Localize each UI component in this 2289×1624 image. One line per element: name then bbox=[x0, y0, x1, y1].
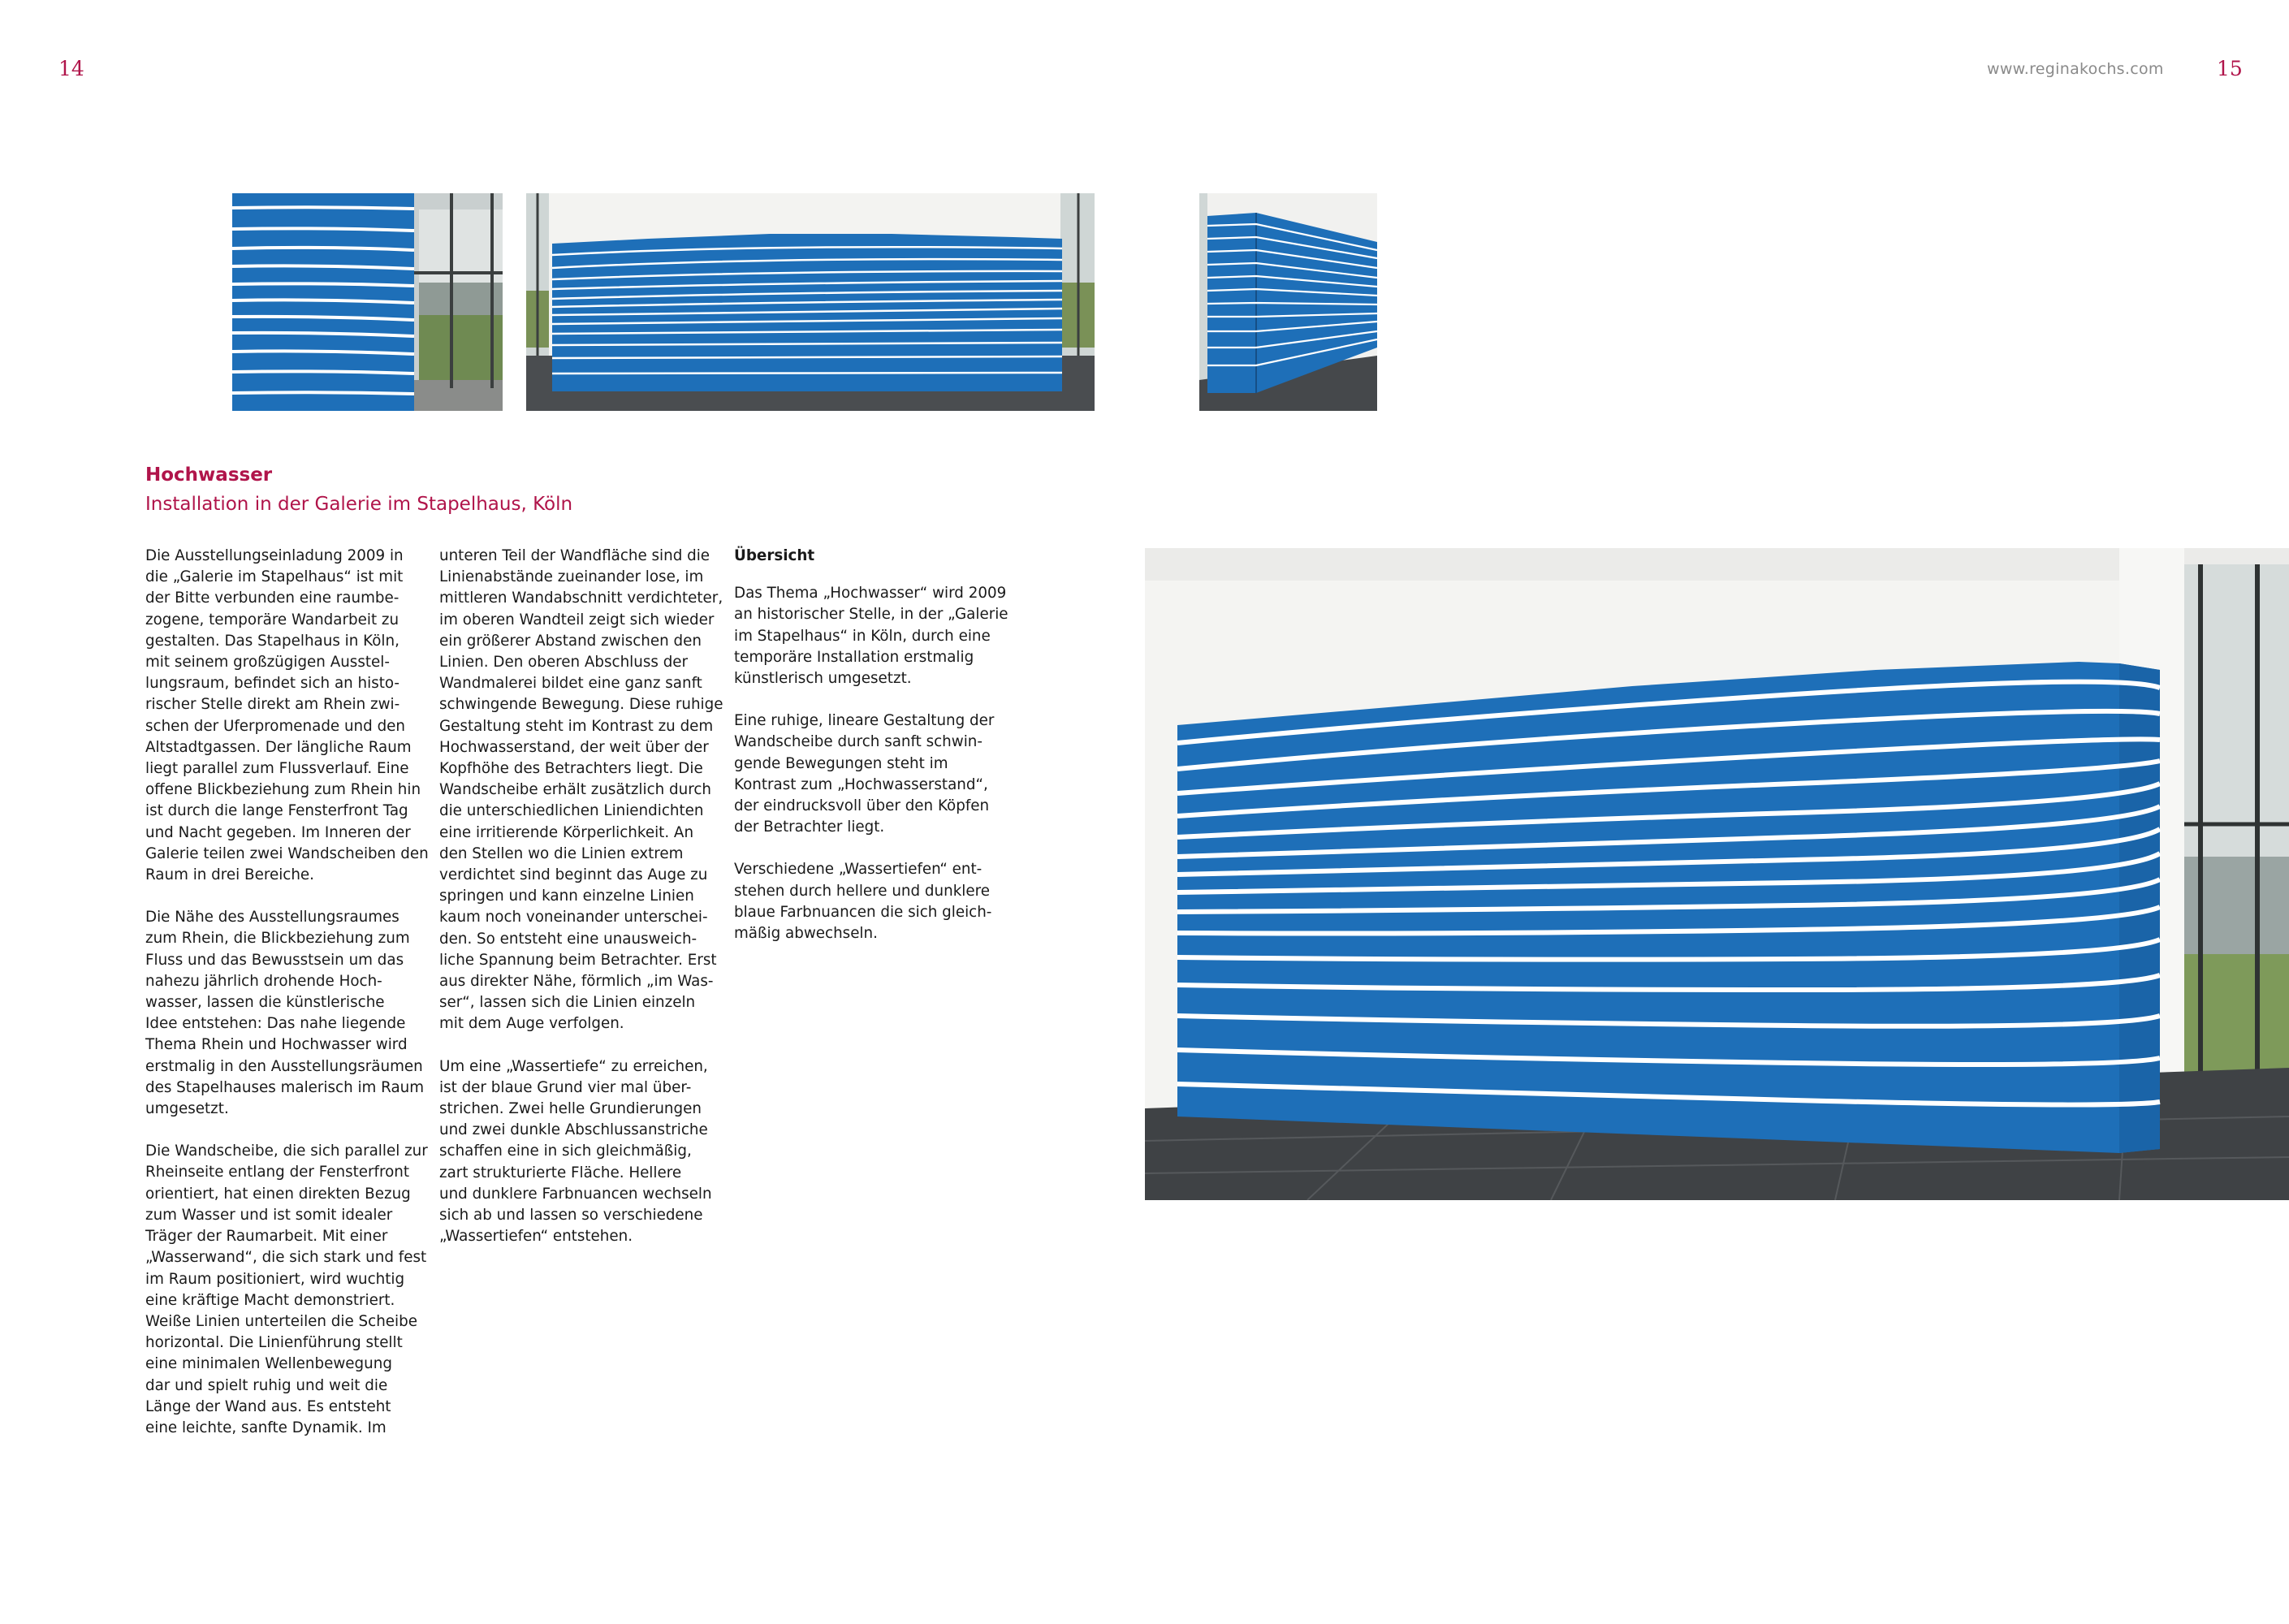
text-column-2 bbox=[439, 546, 723, 1269]
article-title: Hochwasser bbox=[145, 464, 273, 486]
photo-wall-perspective bbox=[1199, 193, 1377, 411]
paragraph: Die Nähe des Ausstellungsraumes zum Rhein, die Blickbeziehung zum Fluss und das Bewusstsein um das nahezu jährlich drohende Hoch- wasser, lassen die künstlerische Idee entstehen: Das nahe liegende Thema Rhein und Hochwasser wird erstmalig in den Ausstellungsräumen des Stapelhauses malerisch im Raum umgesetzt. bbox=[145, 909, 425, 1118]
overview-heading: Übersicht bbox=[734, 547, 815, 564]
page-number-right: 15 bbox=[2217, 57, 2243, 80]
website-url[interactable]: www.reginakochs.com bbox=[1987, 60, 2164, 78]
text-column-3 bbox=[734, 546, 1018, 965]
paragraph: Die Wandscheibe, die sich parallel zur Rheinseite entlang der Fensterfront orientiert, hat einen direkten Bezug zum Wasser und ist somit idealer Träger der Raumarbeit. Mit einer „Wasserwand“, die sich stark und fest im Raum positioniert, wird wuchtig eine kräftige Macht demonstriert. Weiße Linien unterteilen die Scheibe horizontal. Die Linienführung stellt eine minimalen Wellenbewegung dar und spielt ruhig und weit die Länge der Wand aus. Es entsteht eine leichte, sanfte Dynamik. Im bbox=[145, 1142, 428, 1436]
photo-installation-large bbox=[1145, 548, 2289, 1200]
article-subtitle: Installation in der Galerie im Stapelhaus, Köln bbox=[145, 494, 573, 515]
paragraph: unteren Teil der Wandfläche sind die Linienabstände zueinander lose, im mittleren Wandabschnitt verdichteter, im oberen Wandteil zeigt sich wieder ein größerer Abstand zwischen den Linien. Den oberen Abschluss der Wandmalerei bildet eine ganz sanft schwingende Bewegung. Diese ruhige Gestaltung steht im Kontrast zu dem Hochwasserstand, der weit über der Kopfhöhe des Betrachters liegt. Die Wandscheibe erhält zusätzlich durch die unterschiedlichen Liniendichten eine irritierende Körperlichkeit. An den Stellen wo die Linien extrem verdichtet sind beginnt das Auge zu springen und kann einzelne Linien kaum noch voneinander unterschei- den. So entsteht eine unausweich- liche Spannung beim Betrachter. Erst aus direkter Nähe, förmlich „im Was- ser“, lassen sich die Linien einzeln mit dem Auge verfolgen. bbox=[439, 547, 723, 1033]
photo-wall-closeup bbox=[232, 193, 503, 411]
text-column-1 bbox=[145, 546, 430, 1460]
paragraph: Die Ausstellungseinladung 2009 in die „Galerie im Stapelhaus“ ist mit der Bitte verbunden eine raumbe- zogene, temporäre Wandarbeit zu gestalten. Das Stapelhaus in Köln, mit seinem großzügigen Ausstel- lungsraum, befindet sich an histo- rischer Stelle direkt am Rhein zwi- schen der Uferpromenade und den Altstadtgassen. Der längliche Raum liegt parallel zum Flussverlauf. Eine offene Blickbeziehung zum Rhein hin ist durch die lange Fensterfront Tag und Nacht gegeben. Im Inneren der Galerie teilen zwei Wandscheiben den Raum in drei Bereiche. bbox=[145, 547, 429, 884]
paragraph: Um eine „Wassertiefe“ zu erreichen, ist der blaue Grund vier mal über- strichen. Zwei helle Grundierungen und zwei dunkle Abschlussanstriche schaffen eine in sich gleichmäßig, zart strukturierte Fläche. Hellere und dunklere Farbnuancen wechseln sich ab und lassen so verschiedene „Wassertiefen“ entstehen. bbox=[439, 1057, 712, 1246]
paragraph: Das Thema „Hochwasser“ wird 2009 an historischer Stelle, in der „Galerie im Stapelhaus“ in Köln, durch eine temporäre Installation erstmalig künstlerisch umgesetzt. bbox=[734, 585, 1008, 688]
paragraph: Verschiedene „Wassertiefen“ ent- stehen durch hellere und dunklere blaue Farbnuancen die sich gleich- mäßig abwechseln. bbox=[734, 861, 992, 943]
photo-wall-front bbox=[526, 193, 1095, 411]
page-number-left: 14 bbox=[58, 57, 84, 80]
paragraph: Eine ruhige, lineare Gestaltung der Wandscheibe durch sanft schwin- gende Bewegungen steht im Kontrast zum „Hochwasserstand“, der eindrucksvoll über den Köpfen der Betrachter liegt. bbox=[734, 712, 995, 836]
